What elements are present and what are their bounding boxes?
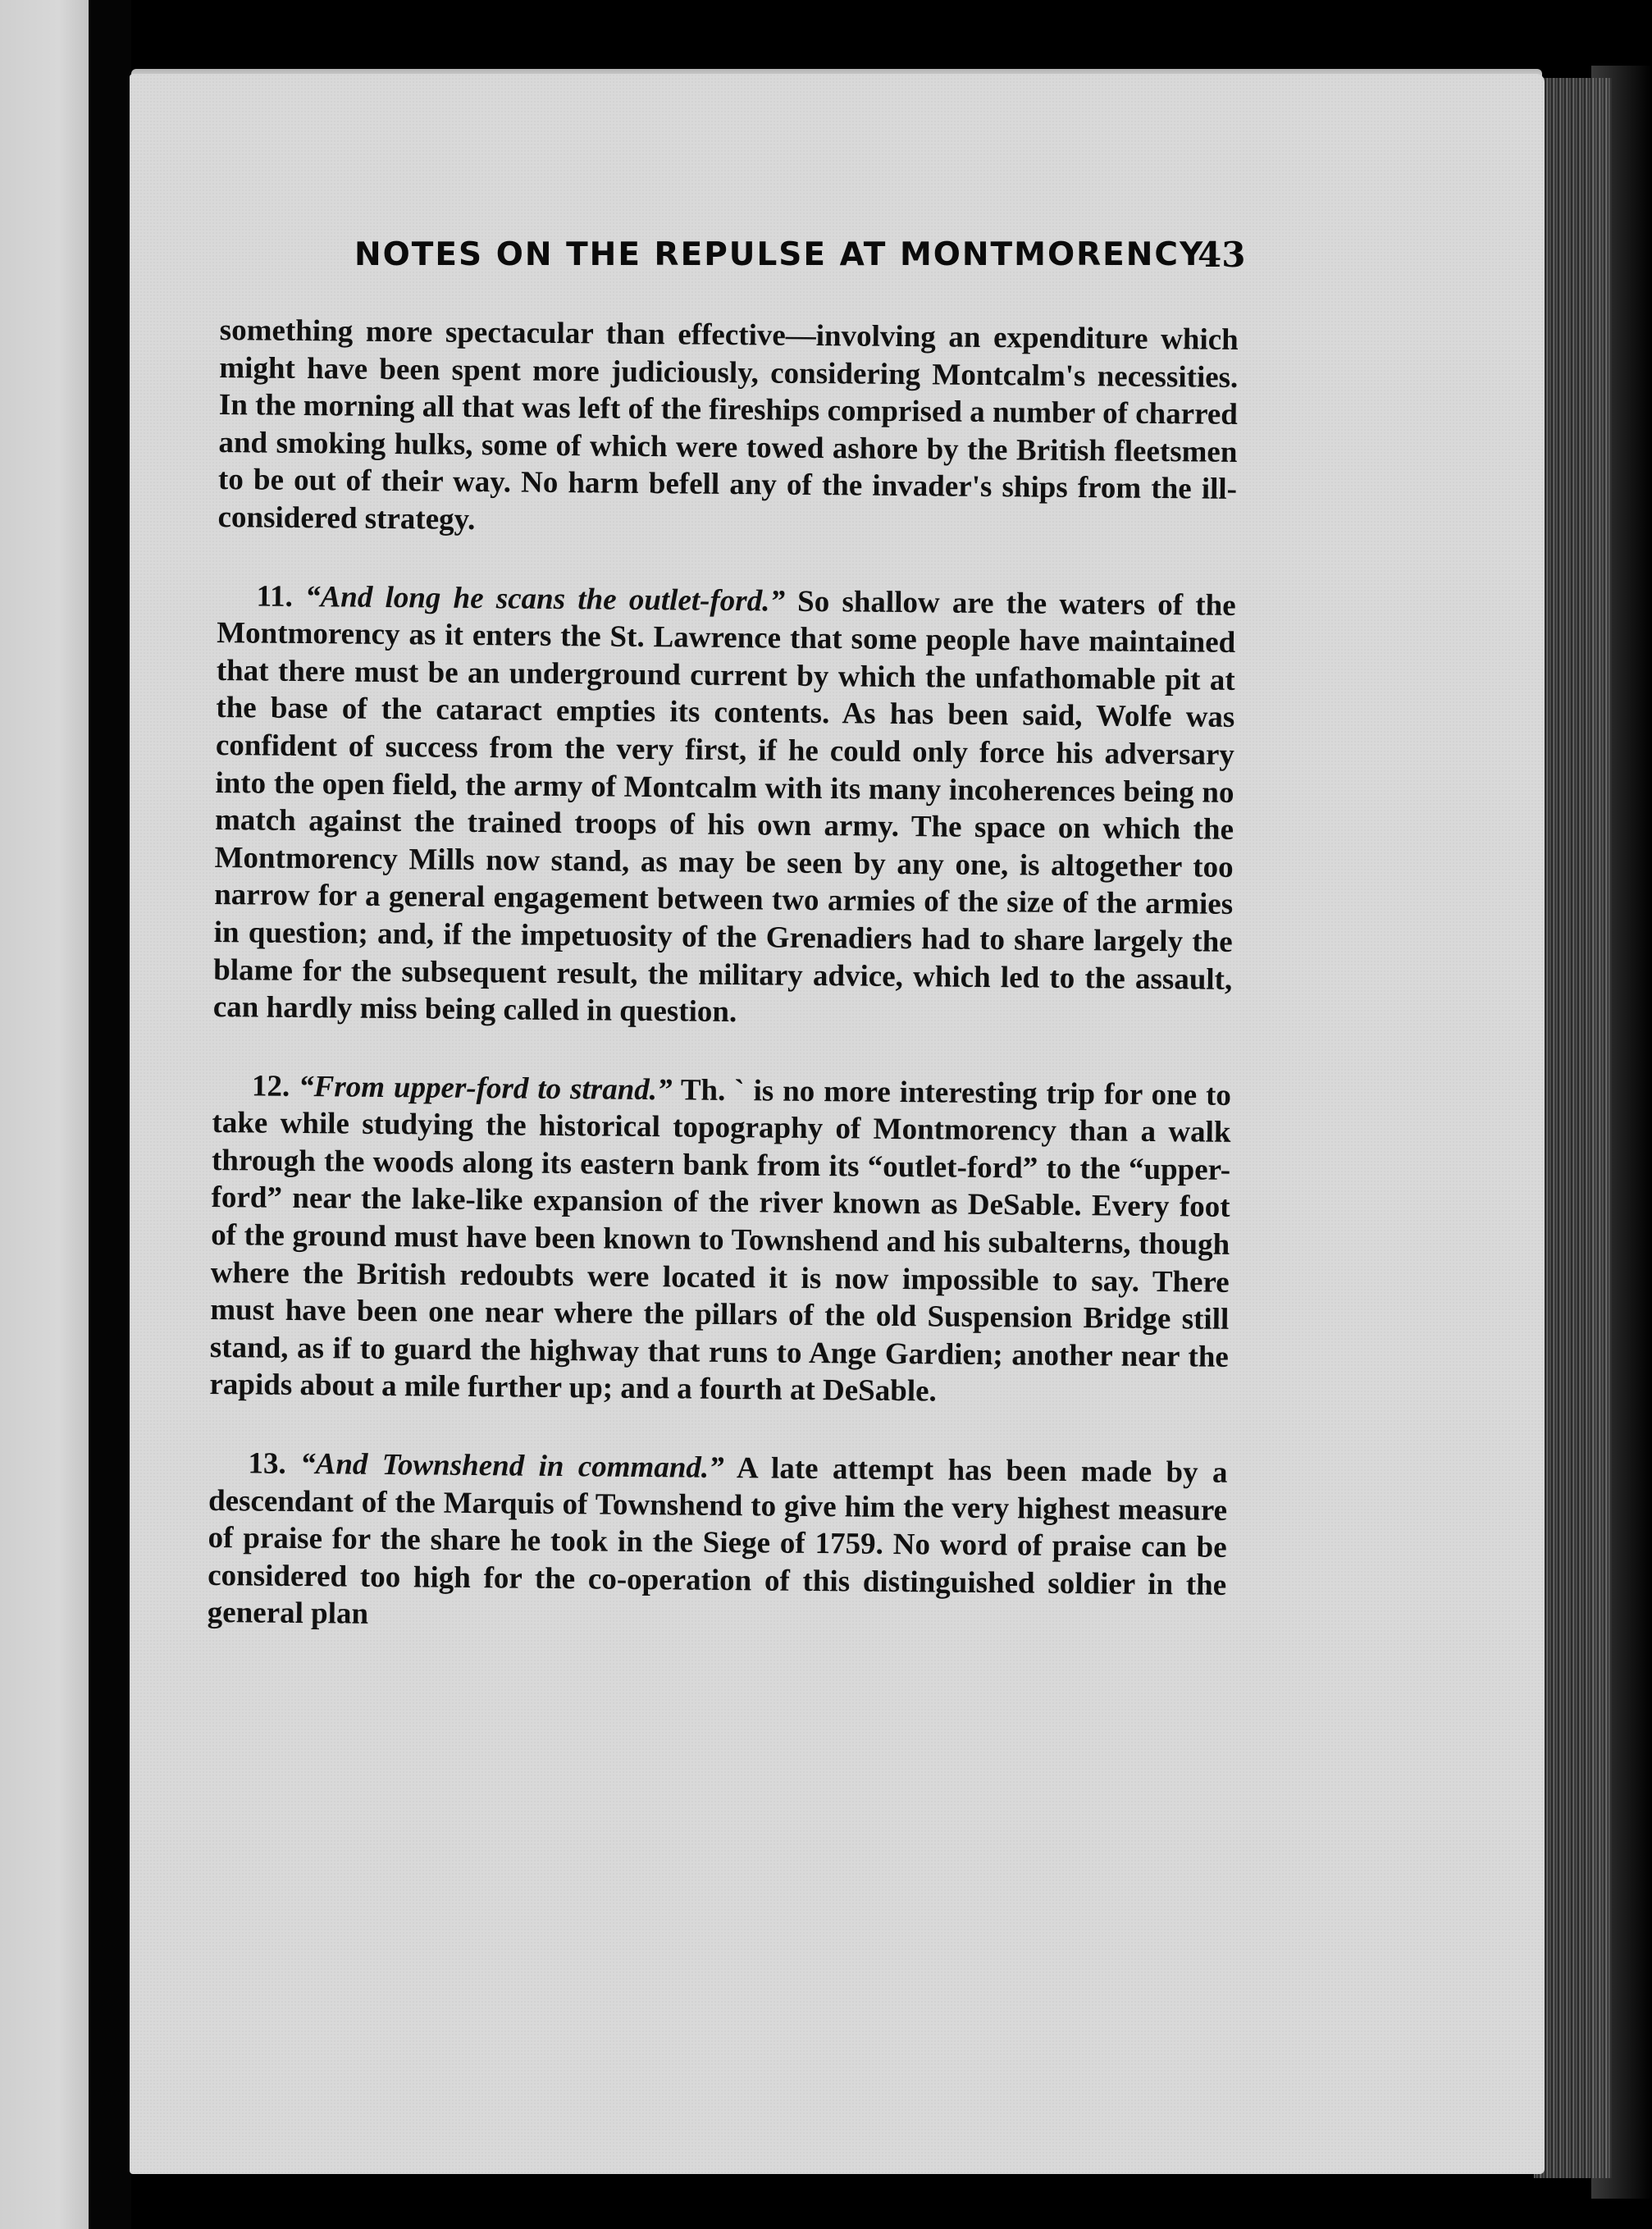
paragraph-text: A late attempt has been made by a descendant of the Marquis of Townshend to give him the very highest measure of praise for the share he took in the Siege of 1759. No word of praise can be considered too high for the co-operation of this distinguished soldier in the general plan bbox=[207, 1451, 1228, 1632]
note-paragraph-11 bbox=[213, 578, 1236, 1036]
note-title: “From upper-ford to strand.” bbox=[298, 1069, 673, 1108]
paragraph-continued bbox=[217, 312, 1239, 546]
paragraph-text: Th. ` is no more interesting trip for one to take while studying the historical topography of Montmorency than a walk through the woods along its eastern bank from its “outlet-ford” to the “upper-ford” near the lake-like expansion of the river known as DeSable. Every foot of the ground must have been known to Townshend and his subalterns, though where the British redoubts were located it is now impossible to say. There must have been one near where the pillars of the old Suspension Bridge still stand, as if to guard the highway that runs to Ange Gardien; another near the rapids about a mile further up; and a fourth at DeSable. bbox=[209, 1073, 1232, 1409]
note-number: 12. bbox=[251, 1069, 290, 1103]
note-title: “And Townshend in command.” bbox=[299, 1447, 724, 1485]
note-number: 13. bbox=[248, 1446, 286, 1481]
book-fore-edge bbox=[1534, 78, 1612, 2178]
note-paragraph-12 bbox=[209, 1067, 1231, 1414]
paragraph-text: something more spectacular than effective—involving an expenditure which might have been spent more judiciously, considering Montcalm's necessities. In the morning all that was left of the fireships comprised a number of charred and smoking hulks, some of which were towed ashore by the British fleetsmen to be out of their way. No harm befell any of the invader's ships from the ill-considered strategy. bbox=[217, 313, 1239, 537]
page-number: 43 bbox=[1198, 235, 1246, 275]
book-gutter bbox=[89, 0, 131, 2229]
note-title: “And long he scans the outlet-ford.” bbox=[304, 579, 786, 619]
running-head: NOTES ON THE REPULSE AT MONTMORENCY bbox=[354, 236, 1205, 273]
body-text bbox=[208, 312, 1239, 1642]
facing-page-edge bbox=[0, 0, 98, 2229]
paragraph-text: So shallow are the waters of the Montmorency as it enters the St. Lawrence that some people have maintained that there must be an underground current by which the unfathomable pit at the base of the cataract empties its contents. As has been said, Wolfe was confident of success from the very first, if he could only force his adversary into the open field, the army of Montcalm with its many incoherences being no match against the trained troops of his own army. The space on which the Montmorency Mills now stand, as may be seen by any one, is altogether too narrow for a general engagement between two armies of the size of the armies in question; and, if the impetuosity of the Grenadiers had to share largely the blame for the subsequent result, the military advice, which led to the assault, can hardly miss being called in question. bbox=[212, 584, 1236, 1030]
note-number: 11. bbox=[256, 579, 294, 614]
note-paragraph-13 bbox=[208, 1445, 1228, 1642]
